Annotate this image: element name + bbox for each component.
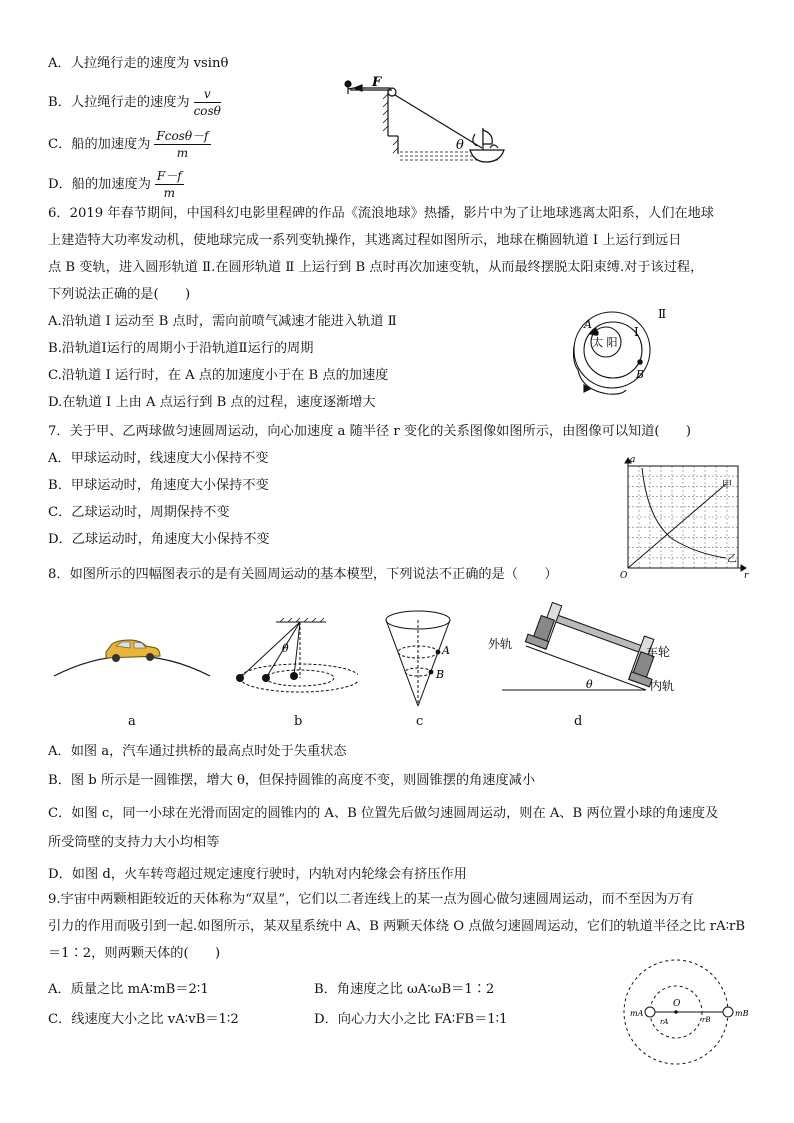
q6-orbit-i-label: Ⅰ <box>634 325 639 339</box>
q8-c-point-a-label: A <box>442 644 450 657</box>
q8-figure-d-train-track <box>486 598 686 702</box>
q9-radius-a-label: rA <box>660 1018 669 1026</box>
q6-option-b: B.沿轨道Ⅰ运行的周期小于沿轨道Ⅱ运行的周期 <box>48 341 314 356</box>
q9-option-a: A．质量之比 mA∶mB＝2∶1 <box>48 982 209 997</box>
fraction-denominator: cosθ <box>193 104 221 118</box>
q8-stem: 8．如图所示的四幅图表示的是有关圆周运动的基本模型，下列说法不正确的是（ ） <box>48 567 558 582</box>
q9-mass-a-label: mA <box>630 1009 644 1018</box>
q9-radius-b-label: rB <box>702 1016 711 1024</box>
q6-stem-line3: 点 B 变轨，进入圆形轨道 Ⅱ.在圆形轨道 Ⅱ 上运行到 B 点时再次加速变轨，从而最终摆脱太阳束缚.对于该过程， <box>48 260 704 275</box>
q7-axis-r-label: r <box>744 571 749 580</box>
q8-d-outer-rail-label: 外轨 <box>488 637 513 651</box>
q7-curve-yi-label: 乙 <box>727 554 737 565</box>
q9-stem-line1: 9.宇宙中两颗相距较近的天体称为“双星”，它们以二者连线上的某一点为圆心做匀速圆周运动，而不至因为万有 <box>48 892 694 907</box>
q5-option-c <box>48 128 211 161</box>
q6-stem-line1: 6．2019 年春节期间，中国科幻电影里程碑的作品《流浪地球》热播，影片中为了让地球逃离太阳系，人们在地球 <box>48 206 714 221</box>
q5-option-b-fraction <box>194 86 221 119</box>
q8-d-inner-rail-label: 内轨 <box>650 679 675 693</box>
q6-stem-line4: 下列说法正确的是( ) <box>48 287 191 302</box>
q6-orbit-figure <box>560 302 680 402</box>
q8-d-wheel-label: 车轮 <box>646 645 671 659</box>
q7-origin-label: O <box>620 571 628 580</box>
q8-option-a: A．如图 a，汽车通过拱桥的最高点时处于失重状态 <box>48 744 347 759</box>
q8-option-c-line2: 所受筒壁的支持力大小均相等 <box>48 835 220 850</box>
q5-theta-label: θ <box>456 138 464 153</box>
q9-option-b: B．角速度之比 ωA∶ωB＝1∶2 <box>314 982 495 997</box>
q8-figure-a-bridge <box>52 628 212 688</box>
q6-option-c: C.沿轨道 Ⅰ 运行时，在 A 点的加速度小于在 B 点的加速度 <box>48 368 389 383</box>
q9-binary-star-figure <box>618 958 774 1074</box>
q6-option-a: A.沿轨道 Ⅰ 运动至 B 点时，需向前喷气减速才能进入轨道 Ⅱ <box>48 314 397 329</box>
q8-caption-d: d <box>574 714 583 729</box>
q8-caption-a: a <box>128 714 136 729</box>
q6-point-b-label: B <box>636 368 645 381</box>
fraction-denominator: m <box>163 186 175 200</box>
q8-option-d: D．如图 d，火车转弯超过规定速度行驶时，内轨对内轮缘会有挤压作用 <box>48 867 467 882</box>
q9-stem-line2: 引力的作用而吸引到一起.如图所示，某双星系统中 A、B 两颗天体绕 O 点做匀速圆周运动，它们的轨道半径之比 rA∶rB <box>48 919 746 934</box>
q5-option-c-prefix: C．船的加速度为 <box>48 137 151 152</box>
fraction-denominator: m <box>176 146 189 160</box>
q8-b-theta-label: θ <box>282 642 289 655</box>
q7-stem: 7．关于甲、乙两球做匀速圆周运动，向心加速度 a 随半径 r 变化的关系图像如图所示，由图像可以知道( ) <box>48 424 692 439</box>
q6-sun-label: 太 阳 <box>592 336 618 349</box>
fraction-numerator: Fcosθ－f <box>156 129 209 143</box>
q9-option-c: C．线速度大小之比 vA∶vB＝1∶2 <box>48 1012 239 1027</box>
q8-figure-c-cone <box>382 606 462 710</box>
q9-stem-line3: ＝1∶2，则两颗天体的( ) <box>48 946 221 961</box>
q5-option-d-prefix: D．船的加速度为 <box>48 177 151 192</box>
q6-orbit-ii-label: Ⅱ <box>658 307 667 321</box>
q7-axis-a-label: a <box>630 455 636 465</box>
q6-stem-line2: 上建造特大功率发动机，使地球完成一系列变轨操作，其逃离过程如图所示，地球在椭圆轨道 Ⅰ 上运行到远日 <box>48 233 682 248</box>
q5-option-a: A．人拉绳行走的速度为 vsinθ <box>48 56 229 71</box>
q8-option-b: B．图 b 所示是一圆锥摆，增大 θ，但保持圆锥的高度不变，则圆锥摆的角速度减小 <box>48 773 536 788</box>
q5-force-label: F <box>372 75 382 90</box>
fraction-numerator: v <box>194 86 221 103</box>
q7-curve-jia-label: 甲 <box>722 480 732 491</box>
q5-option-b-prefix: B．人拉绳行走的速度为 <box>48 95 190 110</box>
q9-mass-b-label: mB <box>735 1009 749 1018</box>
q5-option-b <box>48 86 221 119</box>
q7-graph-figure <box>614 452 752 580</box>
q5-boat-figure <box>340 72 515 172</box>
q9-option-d: D．向心力大小之比 FA∶FB＝1∶1 <box>314 1012 508 1027</box>
q7-option-d: D．乙球运动时，角速度大小保持不变 <box>48 532 270 547</box>
q8-caption-b: b <box>294 714 303 729</box>
q9-center-o-label: O <box>673 999 681 1009</box>
q7-option-c: C．乙球运动时，周期保持不变 <box>48 505 230 520</box>
q8-c-point-b-label: B <box>436 668 445 681</box>
q8-caption-c: c <box>416 714 424 729</box>
q5-option-d-fraction <box>155 168 184 201</box>
q5-option-d <box>48 168 184 201</box>
q6-point-a-label: A <box>584 318 592 331</box>
q5-option-c-fraction <box>154 128 210 161</box>
q7-option-b: B．甲球运动时，角速度大小保持不变 <box>48 478 269 493</box>
q8-option-c-line1: C．如图 c，同一小球在光滑而固定的圆锥内的 A、B 位置先后做匀速圆周运动，则在 A、B 两位置小球的角速度及 <box>48 806 719 821</box>
q8-d-theta-label: θ <box>586 678 593 691</box>
q7-option-a: A．甲球运动时，线速度大小保持不变 <box>48 451 269 466</box>
fraction-numerator: F－f <box>156 169 182 183</box>
q8-figure-b-pendulum <box>228 616 358 696</box>
q6-option-d: D.在轨道 Ⅰ 上由 A 点运行到 B 点的过程，速度逐渐增大 <box>48 395 376 410</box>
